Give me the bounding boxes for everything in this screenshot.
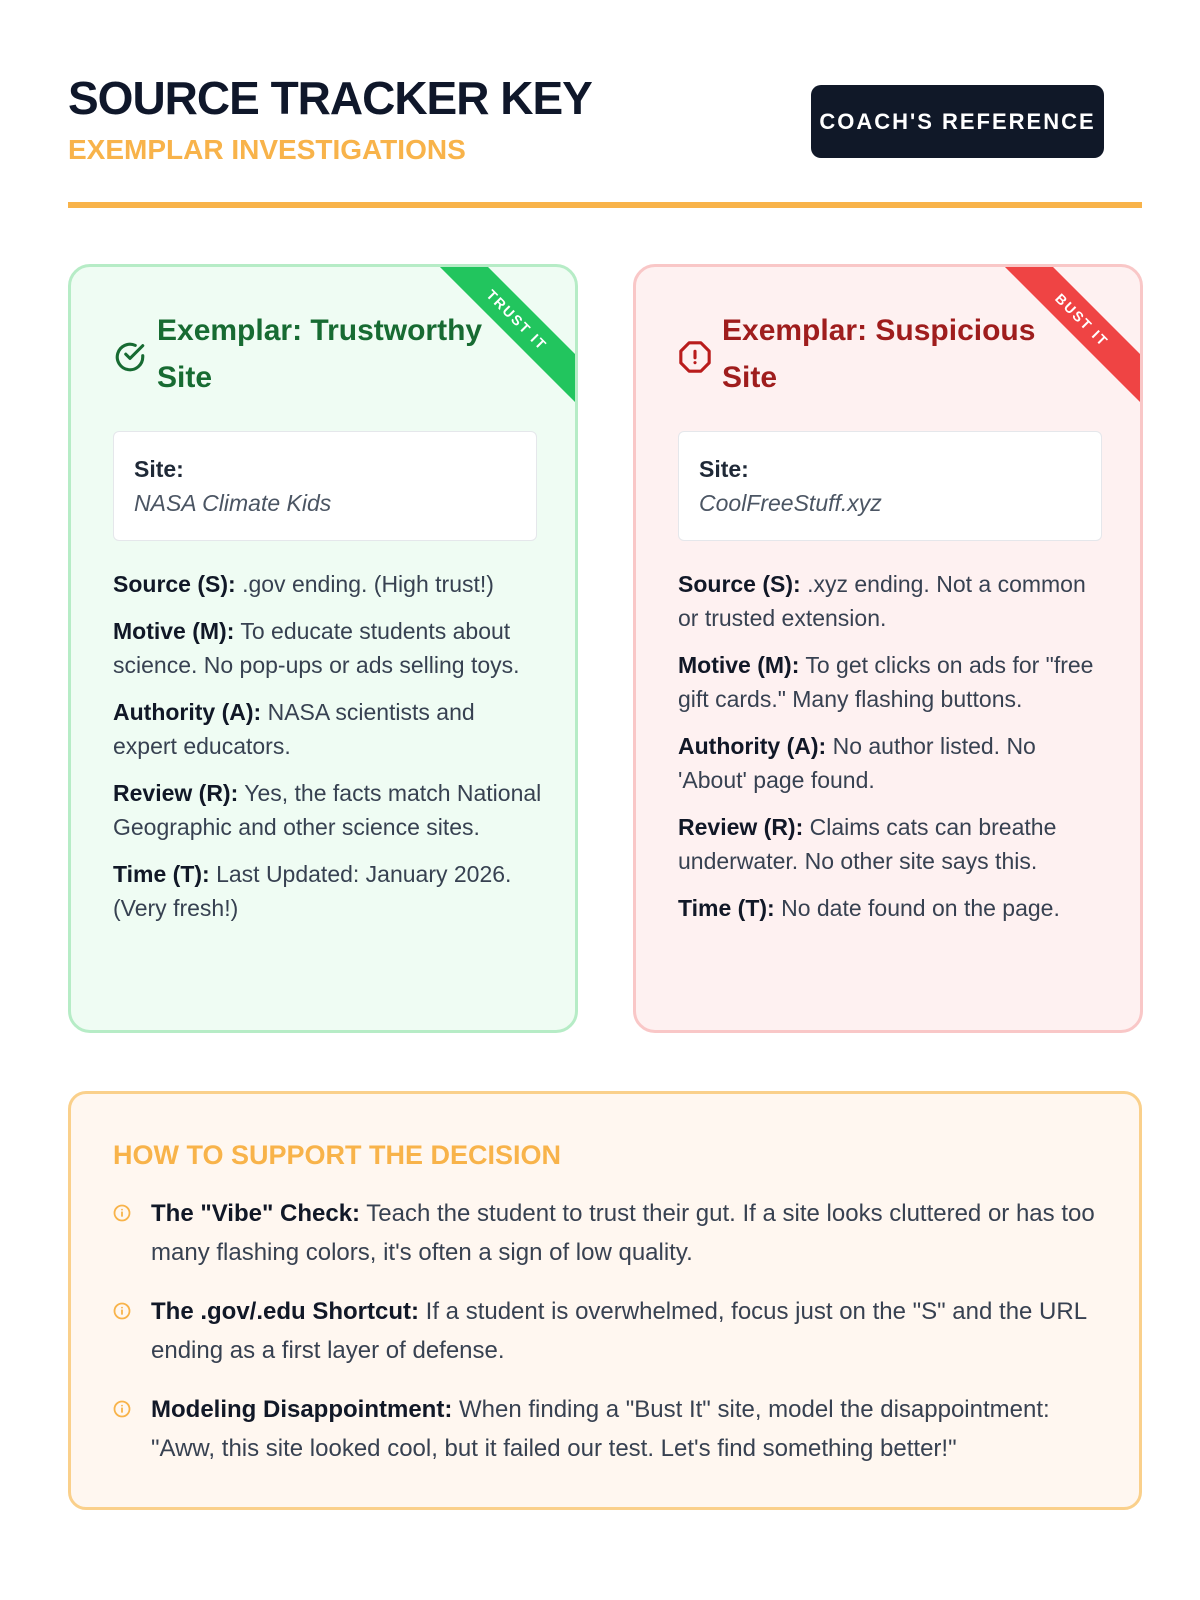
criteria-label: Motive (M): [113,618,235,644]
criteria-text: No date found on the page. [774,895,1060,921]
tip-label: The "Vibe" Check: [151,1200,361,1227]
tip-label: The .gov/.edu Shortcut: [151,1298,419,1325]
tip-text: If a student is overwhelmed, focus just on the "S" and the URL ending as a first layer of defense. [151,1298,1087,1364]
tip-text: Teach the student to trust their gut. If a site looks cluttered or has too many flashing colors, it's often a sign of low quality. [151,1200,1095,1266]
info-circle-icon [113,1302,131,1320]
trust-card-title: Exemplar: Trustworthy Site [157,314,483,394]
criteria-label: Time (T): [113,861,210,887]
site-name: CoolFreeStuff.xyz [699,490,882,516]
tip-item [113,1194,1103,1272]
tip-label: Modeling Disappointment: [151,1396,453,1423]
info-circle-icon [113,1204,131,1222]
page-title: SOURCE TRACKER KEY [68,72,592,124]
support-tips-list [113,1194,1103,1488]
site-label: Site: [699,456,749,482]
alert-octagon-icon [678,340,712,374]
criteria-item [678,567,1108,635]
criteria-item [678,648,1108,716]
criteria-label: Source (S): [113,571,236,597]
criteria-text: .xyz ending. Not a common or trusted extension. [678,571,1086,631]
trust-criteria-list [113,567,543,938]
criteria-text: Claims cats can breathe underwater. No other site says this. [678,814,1057,874]
header-divider [68,202,1142,208]
criteria-label: Motive (M): [678,652,800,678]
bust-site-box [678,431,1102,541]
bust-it-ribbon: BUST IT [999,264,1143,403]
criteria-text: .gov ending. (High trust!) [235,571,494,597]
coach-reference-badge: COACH'S REFERENCE [811,85,1104,158]
criteria-text: Last Updated: January 2026. (Very fresh!) [113,861,512,921]
site-label: Site: [134,456,184,482]
criteria-text: NASA scientists and expert educators. [113,699,475,759]
criteria-item [113,614,543,682]
support-title: HOW TO SUPPORT THE DECISION [113,1140,562,1170]
page-subtitle: EXEMPLAR INVESTIGATIONS [68,134,466,165]
site-name: NASA Climate Kids [134,490,332,516]
trust-site-box [113,431,537,541]
criteria-item [678,810,1108,878]
criteria-text: Yes, the facts match National Geographic and other science sites. [113,780,542,840]
criteria-label: Authority (A): [678,733,827,759]
tip-text: When finding a "Bust It" site, model the disappointment: "Aww, this site looked cool, but it failed our test. Let's find something better!" [151,1396,1050,1462]
criteria-item [113,776,543,844]
criteria-item [113,567,543,601]
criteria-label: Time (T): [678,895,775,921]
criteria-item [113,857,543,925]
support-decision-box [68,1091,1142,1510]
bust-card-title: Exemplar: Suspicious Site [722,314,1036,394]
info-circle-icon [113,1400,131,1418]
criteria-label: Source (S): [678,571,801,597]
check-circle-icon [113,340,147,374]
criteria-label: Review (R): [113,780,239,806]
criteria-item [678,891,1108,925]
criteria-text: To educate students about science. No pop-ups or ads selling toys. [113,618,520,678]
criteria-item [113,695,543,763]
criteria-label: Review (R): [678,814,804,840]
criteria-label: Authority (A): [113,699,262,725]
trust-exemplar-card [68,264,578,1033]
criteria-text: To get clicks on ads for "free gift cards." Many flashing buttons. [678,652,1094,712]
trust-it-ribbon: TRUST IT [434,264,578,403]
bust-criteria-list [678,567,1108,938]
bust-exemplar-card [633,264,1143,1033]
criteria-item [678,729,1108,797]
criteria-text: No author listed. No 'About' page found. [678,733,1036,793]
tip-item [113,1390,1103,1468]
tip-item [113,1292,1103,1370]
